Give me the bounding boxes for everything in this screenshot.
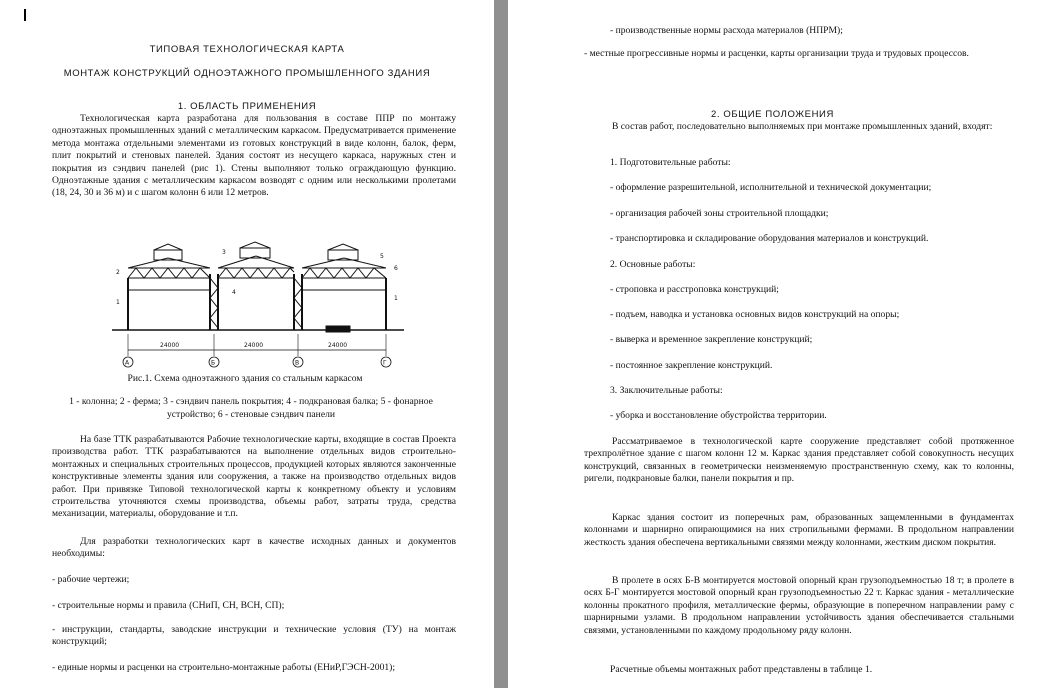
- list-item-local: - местные прогрессивные нормы и расценки, карты организации труда и трудовых процессов.: [584, 48, 969, 59]
- callout-2: 2: [116, 269, 120, 276]
- text-cursor: [24, 9, 26, 21]
- document-page-right: [508, 0, 1037, 688]
- section-1-text: Технологическая карта разработана для пользования в составе ППР по монтажу одноэтажных промышленных зданий с металлическим каркасом. Предусматривается применение метода монтажа отдельными элементами из готовых конструкций в виде колонн, балок, ферм, плит покрытий и стеновых панелей. Здания состоят из несущего каркаса, наружных стен и покрытия из сэндвич панелей (рис 1). Стены выполняют только ограждающую функцию. Одноэтажные здания с металлическим каркасом возводят с одним или несколькими пролетами (18, 24, 30 и 36 м) и с шагом колонн 6 или 12 метров.: [52, 113, 456, 199]
- main-works-heading: 2. Основные работы:: [610, 259, 696, 270]
- sources-paragraph: Для разработки технологических карт в качестве исходных данных и документов необходимы:: [52, 536, 456, 560]
- callout-1: 1: [116, 299, 120, 306]
- final-item-1: - уборка и восстановление обустройства территории.: [610, 410, 827, 421]
- prep-works-heading: 1. Подготовительные работы:: [610, 157, 731, 168]
- list-item-norms: - строительные нормы и правила (СНиП, СН, ВСН, СП);: [52, 600, 285, 611]
- prep-item-1: - оформление разрешительной, исполнительной и технической документации;: [610, 182, 932, 193]
- callout-1b: 1: [394, 295, 398, 302]
- main-item-1: - строповка и расстроповка конструкций;: [610, 284, 779, 295]
- axis-label-b: Б: [211, 359, 216, 367]
- section-2-intro: В состав работ, последовательно выполняемых при монтаже промышленных зданий, входят:: [612, 121, 993, 132]
- dimension-label-1: 24000: [160, 342, 180, 349]
- list-item-instructions: - инструкции, стандарты, заводские инструкции и технические условия (ТУ) на монтаж конструкций;: [52, 624, 456, 648]
- main-item-4: - постоянное закрепление конструкций.: [610, 360, 773, 371]
- ttk-paragraph: На базе ТТК разрабатываются Рабочие технологические карты, входящие в состав Проекта производства работ. ТТК разрабатываются на выполнение отдельных видов строительно-монтажных и специальных строительных процессов, продукцией которых являются законченные конструктивные элементы здания или сооружения, а также на производство отдельных видов работ. При привязке Типовой технологической карты к конкретному объекту и условиям строительства уточняются схемы производства, объемы работ, затраты труда, средства механизации, материалы, оборудование и т.п.: [52, 434, 456, 520]
- dimension-label-3: 24000: [328, 342, 348, 349]
- page-divider: [494, 0, 508, 688]
- callout-4: 4: [232, 289, 236, 296]
- callout-5: 5: [380, 253, 384, 260]
- list-item-enir: - единые нормы и расценки на строительно-монтажные работы (ЕНиР,ГЭСН-2001);: [52, 662, 396, 673]
- frame-paragraph: Каркас здания состоит из поперечных рам, образованных защемленными в фундаментах колоннами и шарнирно опирающимися на них стропильными фермами. В продольном направлении жесткость здания обеспечена вертикальными связями между колоннами, жестким диском покрытия.: [584, 512, 1014, 548]
- section-1-heading: 1. ОБЛАСТЬ ПРИМЕНЕНИЯ: [177, 101, 317, 112]
- volumes-paragraph: Расчетные объемы монтажных работ представлены в таблице 1.: [610, 664, 873, 675]
- dimension-label-2: 24000: [244, 342, 264, 349]
- callout-6: 6: [394, 265, 398, 272]
- document-title: ТИПОВАЯ ТЕХНОЛОГИЧЕСКАЯ КАРТА: [149, 44, 345, 55]
- prep-item-2: - организация рабочей зоны строительной площадки;: [610, 208, 829, 219]
- axis-label-v: В: [295, 359, 300, 367]
- callout-3: 3: [222, 249, 226, 256]
- document-subtitle: МОНТАЖ КОНСТРУКЦИЙ ОДНОЭТАЖНОГО ПРОМЫШЛЕННОГО ЗДАНИЯ: [63, 68, 431, 79]
- main-item-2: - подъем, наводка и установка основных видов конструкций на опоры;: [610, 309, 900, 320]
- structure-paragraph: Рассматриваемое в технологической карте сооружение представляет собой протяженное трехпролётное здание с шагом колонн 12 м. Каркас здания представляет собой совокупность несущих конструкций, связанных в геометрически неизменяемую пространственную схему, как то колонны, ригели, подкрановые балки, панели покрытия и пр.: [584, 436, 1014, 485]
- main-item-3: - выверка и временное закрепление конструкций;: [610, 334, 813, 345]
- cranes-paragraph: В пролете в осях Б-В монтируется мостовой опорный кран грузоподъемностью 18 т; в пролете в осях Б-Г монтируется мостовой опорный кран грузоподъемностью 22 т. Каркас здания - металлические колонны прокатного профиля, металлические фермы, образующие в поперечном направлении раму с шарнирными узлами. В продольном направлении устойчивость здания обеспечивается стальными связями, установленными по каждому продольному ряду колонн.: [584, 575, 1014, 636]
- figure-legend: 1 - колонна; 2 - ферма; 3 - сэндвич панель покрытия; 4 - подкрановая балка; 5 - фонарное устройство; 6 - стеновые сэндвич панели: [69, 396, 433, 420]
- final-works-heading: 3. Заключительные работы:: [610, 385, 723, 396]
- section-2-heading: 2. ОБЩИЕ ПОЛОЖЕНИЯ: [711, 109, 834, 120]
- document-page-left: [0, 0, 494, 688]
- building-schematic-figure: [108, 238, 408, 370]
- prep-item-3: - транспортировка и складирование оборудования материалов и конструкций.: [610, 233, 929, 244]
- list-item-drawings: - рабочие чертежи;: [52, 574, 130, 585]
- axis-label-g: Г: [383, 359, 387, 367]
- list-item-nprm: - производственные нормы расхода материалов (НПРМ);: [610, 25, 843, 36]
- figure-caption: Рис.1. Схема одноэтажного здания со стальным каркасом: [127, 373, 363, 384]
- axis-label-a: А: [125, 359, 130, 367]
